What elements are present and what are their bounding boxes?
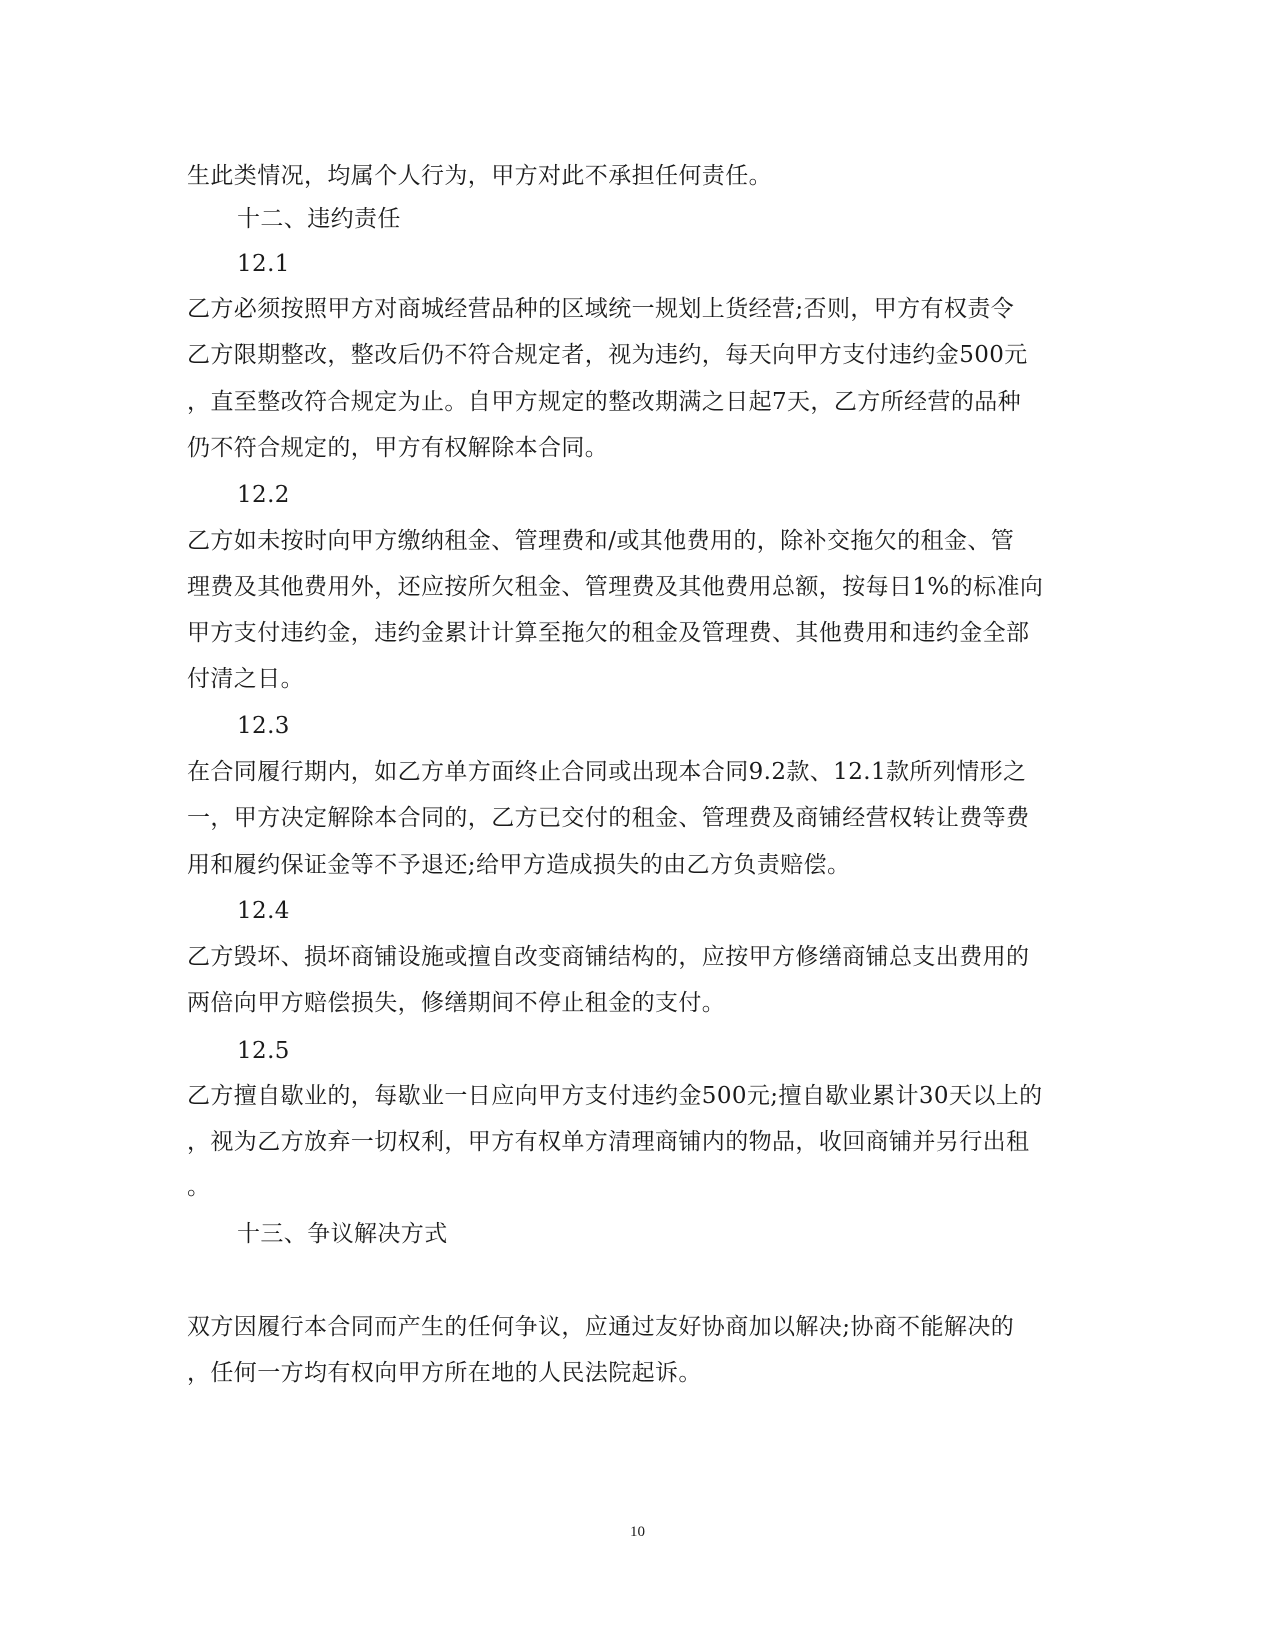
clause-number: 12.4 bbox=[237, 898, 290, 924]
text-line: 乙方擅自歇业的，每歇业一日应向甲方支付违约金500元;擅自歇业累计30天以上的 bbox=[187, 1083, 1043, 1109]
text-line: ，直至整改符合规定为止。自甲方规定的整改期满之日起7天，乙方所经营的品种 bbox=[187, 389, 1022, 415]
text-line: 在合同履行期内，如乙方单方面终止合同或出现本合同9.2款、12.1款所列情形之 bbox=[187, 759, 1027, 785]
clause-number: 12.3 bbox=[237, 713, 290, 739]
text-line: 生此类情况，均属个人行为，甲方对此不承担任何责任。 bbox=[187, 163, 772, 189]
text-line: 乙方限期整改，整改后仍不符合规定者，视为违约，每天向甲方支付违约金500元 bbox=[187, 342, 1028, 368]
section-heading-breach-liability: 十二、违约责任 bbox=[237, 206, 401, 232]
text-line: 一，甲方决定解除本合同的，乙方已交付的租金、管理费及商铺经营权转让费等费 bbox=[187, 805, 1030, 831]
text-line: 双方因履行本合同而产生的任何争议，应通过友好协商加以解决;协商不能解决的 bbox=[187, 1314, 1015, 1340]
page-number: 10 bbox=[630, 1524, 645, 1540]
text-line: 乙方毁坏、损坏商铺设施或擅自改变商铺结构的，应按甲方修缮商铺总支出费用的 bbox=[187, 944, 1030, 970]
text-line: 付清之日。 bbox=[187, 666, 304, 692]
text-line: 甲方支付违约金，违约金累计计算至拖欠的租金及管理费、其他费用和违约金全部 bbox=[187, 620, 1030, 646]
section-heading-dispute-resolution: 十三、争议解决方式 bbox=[237, 1221, 448, 1247]
clause-number: 12.5 bbox=[237, 1038, 290, 1064]
text-line: ，视为乙方放弃一切权利，甲方有权单方清理商铺内的物品，收回商铺并另行出租 bbox=[187, 1129, 1030, 1155]
text-line: 仍不符合规定的，甲方有权解除本合同。 bbox=[187, 435, 609, 461]
text-line: 乙方如未按时向甲方缴纳租金、管理费和/或其他费用的，除补交拖欠的租金、管 bbox=[187, 528, 1015, 554]
text-line: 两倍向甲方赔偿损失，修缮期间不停止租金的支付。 bbox=[187, 990, 726, 1016]
text-line: 。 bbox=[187, 1174, 211, 1200]
text-line: 乙方必须按照甲方对商城经营品种的区域统一规划上货经营;否则，甲方有权责令 bbox=[187, 296, 1015, 322]
clause-number: 12.1 bbox=[237, 251, 290, 277]
text-line: 用和履约保证金等不予退还;给甲方造成损失的由乙方负责赔偿。 bbox=[187, 852, 851, 878]
text-line: ，任何一方均有权向甲方所在地的人民法院起诉。 bbox=[187, 1360, 702, 1386]
clause-number: 12.2 bbox=[237, 482, 290, 508]
text-line: 理费及其他费用外，还应按所欠租金、管理费及其他费用总额，按每日1%的标准向 bbox=[187, 574, 1044, 600]
